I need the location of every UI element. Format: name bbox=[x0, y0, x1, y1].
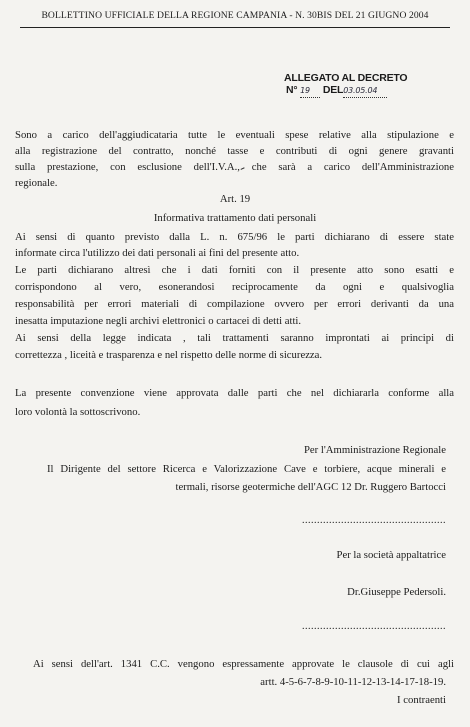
para2-line1: Ai sensi di quanto previsto dalla L. n. 675/96 le parti dichiarano di essere state bbox=[15, 231, 454, 243]
stamp-del-value: 03.05.04 bbox=[343, 85, 387, 98]
header-divider bbox=[20, 27, 450, 28]
para5-line2: loro volontà la sottoscrivono. bbox=[15, 406, 141, 418]
closing-line2: artt. 4-5-6-7-8-9-10-11-12-13-14-17-18-19. bbox=[260, 676, 446, 688]
stamp-n-label: N° bbox=[286, 84, 298, 96]
para1-line4: regionale. bbox=[15, 177, 58, 189]
company-signature-label: Per la società appaltatrice bbox=[336, 549, 446, 561]
para3-line3: responsabilità per errori materiali di compilazione ovvero per errori derivanti da una bbox=[15, 298, 454, 310]
admin-signature-label: Per l'Amministrazione Regionale bbox=[303, 444, 446, 456]
para5-line1: La presente convenzione viene approvata dalle parti che nel dichiararla conforme alla bbox=[15, 387, 454, 399]
para3-line1: Le parti dichiarano altresì che i dati forniti con il presente atto sono esatti e bbox=[15, 264, 454, 276]
stamp-n-value: 19 bbox=[300, 85, 320, 98]
para3-line2: corrispondono al vero, esonerandosi reciprocamente da ogni e qualsivoglia bbox=[15, 281, 454, 293]
article-title: Informativa trattamento dati personali bbox=[153, 212, 317, 224]
para4-line1: Ai sensi della legge indicata , tali trattamenti saranno improntati ai principi di bbox=[15, 332, 454, 344]
admin-signature-line: ................................................ bbox=[302, 515, 446, 526]
stamp-number-row bbox=[286, 84, 407, 98]
closing-line1: Ai sensi dell'art. 1341 C.C. vengono espressamente approvate le clausole di cui agli bbox=[33, 658, 454, 670]
para3-line4: inesatta imputazione negli archivi elettronici o cartacei di detti atti. bbox=[15, 315, 302, 327]
company-signatory-name: Dr.Giuseppe Pedersoli. bbox=[347, 586, 446, 598]
para1-line1: Sono a carico dell'aggiudicataria tutte le eventuali spese relative alla stipulazione e bbox=[15, 129, 454, 141]
para1-line2: alla registrazione del contratto, nonché tasse e contributi di ogni genere gravanti bbox=[15, 145, 454, 157]
para2-line2: informate circa l'utilizzo dei dati personali ai fini del presente atto. bbox=[15, 247, 300, 259]
para1-line3: sulla prestazione, con esclusione dell'I.V.A., che sarà a carico dell'Amministrazione bbox=[15, 161, 454, 173]
stamp-title: ALLEGATO AL DECRETO bbox=[284, 72, 408, 84]
decree-stamp bbox=[284, 72, 407, 98]
admin-signatory-line2: termali, risorse geotermiche dell'AGC 12 Dr. Ruggero Bartocci bbox=[175, 481, 446, 493]
company-signature-line: ................................................ bbox=[302, 621, 446, 632]
article-number: Art. 19 bbox=[219, 193, 251, 205]
contraenti-label: I contraenti bbox=[397, 694, 446, 706]
para4-line2: correttezza , liceità e trasparenza e nel rispetto delle norme di sicurezza. bbox=[15, 349, 323, 361]
stamp-del-label: DEL bbox=[322, 84, 344, 96]
admin-signatory-line1: Il Dirigente del settore Ricerca e Valorizzazione Cave e torbiere, acque minerali e bbox=[47, 463, 446, 475]
bulletin-header: BOLLETTINO UFFICIALE DELLA REGIONE CAMPANIA - N. 30BIS DEL 21 GIUGNO 2004 bbox=[41, 10, 429, 21]
